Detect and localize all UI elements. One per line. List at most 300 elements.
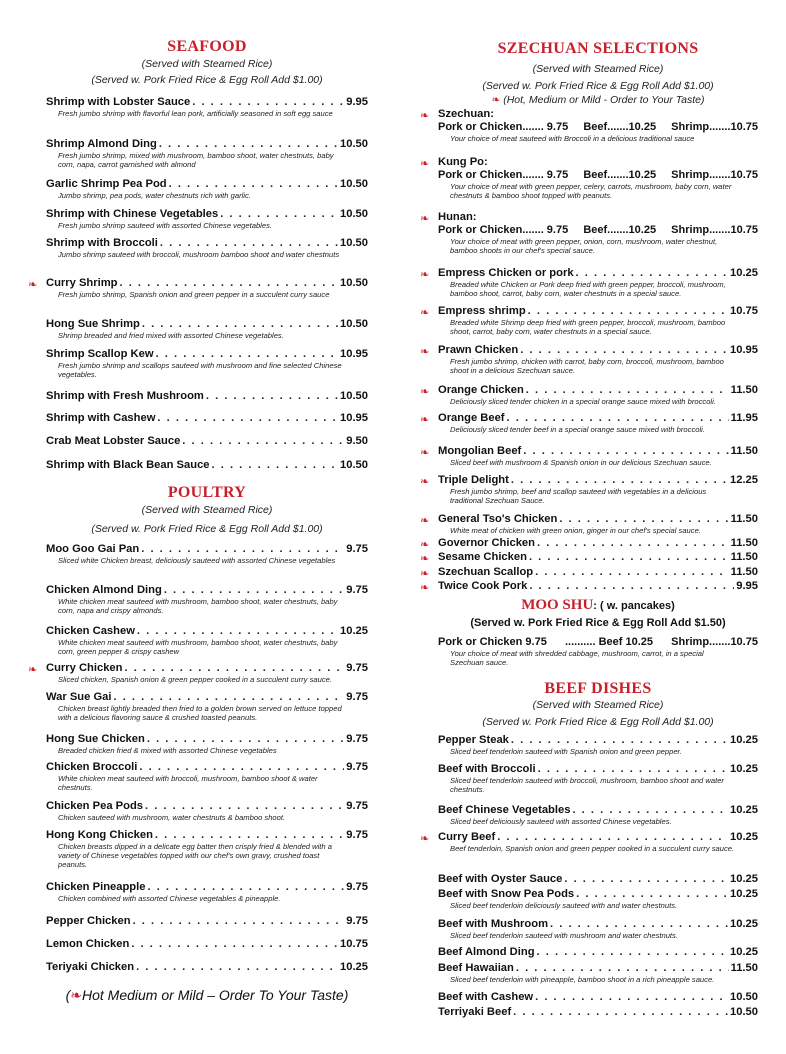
leader-dots bbox=[511, 474, 728, 487]
menu-item-name: General Tso's Chicken bbox=[438, 513, 558, 525]
leader-dots bbox=[535, 991, 728, 1004]
szechuan-sub1: (Served with Steamed Rice) bbox=[532, 63, 664, 75]
leader-dots bbox=[124, 662, 344, 675]
menu-item-desc: Fresh jumbo shrimp, beef and scallop sauteed with vegetables in a delicious traditional Szechuan Sauce. bbox=[450, 487, 707, 506]
menu-item-name: Shrimp with Lobster Sauce bbox=[46, 96, 191, 108]
leader-dots bbox=[520, 344, 728, 357]
leader-dots bbox=[537, 537, 729, 550]
seafood-title: SEAFOOD bbox=[167, 38, 247, 55]
menu-item-name: Beef with Cashew bbox=[438, 991, 534, 1003]
menu-item-line bbox=[438, 474, 758, 487]
style-price-pork: Pork or Chicken....... 9.75 bbox=[438, 169, 569, 181]
menu-item-name: Szechuan Scallop bbox=[438, 566, 534, 578]
leader-dots bbox=[537, 946, 728, 959]
menu-item-line bbox=[438, 267, 758, 280]
pepper-icon: ❧ bbox=[28, 664, 38, 676]
leader-dots bbox=[559, 513, 728, 526]
menu-item-name: Empress Chicken or pork bbox=[438, 267, 574, 279]
pepper-icon: ❧ bbox=[70, 987, 82, 1003]
leader-dots bbox=[164, 584, 344, 597]
menu-item-line bbox=[46, 390, 368, 403]
menu-item bbox=[46, 459, 368, 472]
menu-item bbox=[28, 662, 368, 684]
menu-item bbox=[438, 873, 758, 886]
menu-item-desc: Sliced beef tenderloin deliciously sauteed with and water chestnuts. bbox=[450, 901, 678, 910]
style-price-pork: Pork or Chicken....... 9.75 bbox=[438, 121, 569, 133]
menu-item bbox=[420, 513, 758, 535]
menu-item-name: Chicken Broccoli bbox=[46, 761, 138, 773]
menu-item-line bbox=[438, 1006, 758, 1019]
menu-item-name: Mongolian Beef bbox=[438, 445, 522, 457]
mooshu-prices bbox=[438, 636, 758, 649]
leader-dots bbox=[212, 459, 338, 472]
menu-item-name: Beef with Snow Pea Pods bbox=[438, 888, 575, 900]
menu-item bbox=[420, 566, 758, 580]
beef-sub2: (Served w. Pork Fried Rice & Egg Roll Add $1.00) bbox=[482, 716, 714, 728]
menu-item-price: 9.75 bbox=[346, 733, 368, 745]
style-price-beef: Beef.......10.25 bbox=[583, 121, 657, 133]
menu-item-price: 9.75 bbox=[346, 691, 368, 703]
menu-item bbox=[46, 390, 368, 403]
menu-item-line bbox=[46, 277, 368, 290]
leader-dots bbox=[572, 804, 728, 817]
menu-item bbox=[46, 881, 368, 903]
leader-dots bbox=[513, 1006, 728, 1019]
menu-item bbox=[46, 348, 368, 379]
menu-item-name: Teriyaki Chicken bbox=[46, 961, 135, 973]
style-title: Kung Po: bbox=[438, 156, 488, 168]
poultry-title: POULTRY bbox=[167, 484, 247, 501]
menu-item-price: 10.95 bbox=[340, 412, 368, 424]
menu-item-name: Chicken Cashew bbox=[46, 625, 135, 637]
menu-item-line bbox=[438, 445, 758, 458]
menu-item-name: Pepper Steak bbox=[438, 734, 509, 746]
menu-item bbox=[46, 138, 368, 169]
menu-item-price: 11.95 bbox=[730, 412, 758, 424]
menu-item-line bbox=[46, 237, 368, 250]
menu-item bbox=[46, 237, 368, 259]
menu-item-price: 10.50 bbox=[730, 991, 758, 1003]
menu-item bbox=[420, 551, 758, 565]
szechuan-sub3-text: (Hot, Medium or Mild - Order to Your Taste) bbox=[503, 94, 705, 106]
menu-item bbox=[420, 580, 758, 594]
menu-item bbox=[46, 318, 368, 340]
mooshu-beef: .......... Beef 10.25 bbox=[564, 636, 654, 648]
pepper-icon: ❧ bbox=[420, 833, 430, 845]
menu-item-line bbox=[46, 459, 368, 472]
menu-item-name: Lemon Chicken bbox=[46, 938, 130, 950]
menu-item-line bbox=[438, 412, 758, 425]
menu-item-price: 10.50 bbox=[340, 390, 368, 402]
menu-item-name: Beef with Mushroom bbox=[438, 918, 549, 930]
menu-item-name: Chicken Almond Ding bbox=[46, 584, 162, 596]
menu-item-desc: Deliciously sliced tender chicken in a special orange sauce mixed with broccoli. bbox=[450, 397, 716, 406]
menu-item bbox=[438, 918, 758, 940]
menu-item-desc: Jumbo shrimp, pea pods, water chestnuts rich with garlic. bbox=[58, 191, 251, 200]
menu-item bbox=[438, 888, 758, 910]
menu-item-name: Orange Chicken bbox=[438, 384, 524, 396]
menu-item-name: Crab Meat Lobster Sauce bbox=[46, 435, 181, 447]
menu-item-name: Shrimp with Chinese Vegetables bbox=[46, 208, 219, 220]
menu-item-desc: Fresh jumbo shrimp sauteed with assorted Chinese vegetables. bbox=[58, 221, 273, 230]
menu-item-line bbox=[46, 178, 368, 191]
leader-dots bbox=[139, 761, 344, 774]
menu-item-name: Chicken Pea Pods bbox=[46, 800, 143, 812]
pepper-icon: ❧ bbox=[420, 447, 430, 459]
menu-item-price: 11.50 bbox=[730, 566, 758, 578]
menu-item bbox=[438, 734, 758, 756]
menu-item bbox=[420, 537, 758, 551]
leader-dots bbox=[147, 733, 344, 746]
menu-item-line bbox=[46, 829, 368, 842]
style-title: Hunan: bbox=[438, 211, 477, 223]
menu-item-price: 10.50 bbox=[340, 277, 368, 289]
menu-item bbox=[438, 946, 758, 959]
style-price-pork: Pork or Chicken....... 9.75 bbox=[438, 224, 569, 236]
menu-item-line bbox=[46, 800, 368, 813]
leader-dots bbox=[516, 962, 729, 975]
menu-item-line bbox=[438, 551, 758, 564]
menu-item-name: Curry Chicken bbox=[46, 662, 123, 674]
menu-item-desc: Jumbo shrimp sauteed with broccoli, mushroom bamboo shoot and water chestnuts bbox=[58, 250, 340, 259]
menu-item-desc: Breaded chicken fried & mixed with assorted Chinese vegetables bbox=[58, 746, 277, 755]
leader-dots bbox=[528, 305, 728, 318]
menu-item-desc: Sliced beef deliciously sauteed with assorted Chinese vegetables. bbox=[450, 817, 672, 826]
menu-item-price: 9.75 bbox=[346, 881, 368, 893]
menu-item-name: Shrimp Scallop Kew bbox=[46, 348, 154, 360]
menu-item-price: 9.75 bbox=[346, 829, 368, 841]
menu-item-desc: Fresh jumbo shrimp, mixed with mushroom, bamboo shoot, water chestnuts, baby corn, napa, carrot garnished with almond bbox=[58, 151, 334, 170]
pepper-icon: ❧ bbox=[420, 386, 430, 398]
menu-item-line bbox=[46, 881, 368, 894]
pepper-icon: ❧ bbox=[420, 414, 430, 426]
menu-item-desc: Sliced beef tenderloin sauteed with Spanish onion and green pepper. bbox=[450, 747, 682, 756]
menu-item-name: Triple Delight bbox=[438, 474, 509, 486]
menu-item bbox=[438, 962, 758, 984]
menu-item-line bbox=[438, 566, 758, 579]
menu-item-price: 10.50 bbox=[340, 459, 368, 471]
mooshu-sub: (Served w. Pork Fried Rice & Egg Roll Add $1.50) bbox=[470, 617, 726, 629]
menu-item-desc: Fresh jumbo shrimp, Spanish onion and green pepper in a succulent curry sauce bbox=[58, 290, 330, 299]
mooshu-title-text: MOO SHU bbox=[521, 597, 594, 613]
poultry-sub2: (Served w. Pork Fried Rice & Egg Roll Add $1.00) bbox=[91, 523, 323, 535]
menu-item-price: 10.25 bbox=[340, 961, 368, 973]
style-desc: Your choice of meat sauteed with Broccoli in a delicious traditional sauce bbox=[450, 134, 695, 143]
menu-item-line bbox=[46, 625, 368, 638]
menu-item-desc: Shrimp breaded and fried mixed with assorted Chinese vegetables. bbox=[58, 331, 284, 340]
beef-title: BEEF DISHES bbox=[544, 680, 652, 697]
menu-item bbox=[46, 625, 368, 656]
menu-item-line bbox=[46, 348, 368, 361]
leader-dots bbox=[160, 237, 338, 250]
menu-item-desc: Breaded white Chicken or Pork deep fried with green pepper, broccoli, mushroom, bamboo shoot, carrot, baby corn, water chestnuts in a special sauce. bbox=[450, 280, 726, 299]
menu-item bbox=[46, 761, 368, 792]
menu-item-price: 10.75 bbox=[340, 938, 368, 950]
menu-item-line bbox=[46, 412, 368, 425]
menu-item bbox=[28, 277, 368, 299]
menu-item-desc: Chicken sauteed with mushroom, water chestnuts & bamboo shoot. bbox=[58, 813, 286, 822]
menu-item-name: Shrimp with Black Bean Sauce bbox=[46, 459, 210, 471]
mooshu-item bbox=[438, 636, 758, 667]
menu-item bbox=[420, 344, 758, 376]
menu-item-desc: Sliced beef tenderloin sauteed with mushroom and water chestnuts. bbox=[450, 931, 678, 940]
menu-item-price: 10.25 bbox=[730, 763, 758, 775]
menu-item bbox=[438, 1006, 758, 1019]
leader-dots bbox=[147, 881, 344, 894]
menu-item-line bbox=[46, 208, 368, 221]
menu-item-name: Governor Chicken bbox=[438, 537, 535, 549]
menu-item-line bbox=[46, 961, 368, 974]
menu-item bbox=[46, 96, 368, 118]
menu-item-line bbox=[438, 831, 758, 844]
menu-item-line bbox=[438, 734, 758, 747]
menu-item-line bbox=[438, 537, 758, 550]
menu-item-desc: Sliced beef with mushroom & Spanish onion in our delicious Szechuan sauce. bbox=[450, 458, 712, 467]
menu-item-name: Beef with Oyster Sauce bbox=[438, 873, 563, 885]
menu-item-line bbox=[46, 733, 368, 746]
pepper-icon: ❧ bbox=[420, 515, 430, 527]
menu-item-line bbox=[46, 543, 368, 556]
menu-item-price: 9.75 bbox=[346, 584, 368, 596]
menu-item-name: Twice Cook Pork bbox=[438, 580, 528, 592]
menu-item-name: Curry Shrimp bbox=[46, 277, 118, 289]
menu-item-line bbox=[46, 435, 368, 448]
pepper-icon: ❧ bbox=[420, 158, 430, 170]
menu-item-line bbox=[46, 584, 368, 597]
menu-item-name: Pepper Chicken bbox=[46, 915, 131, 927]
menu-item-price: 9.75 bbox=[346, 543, 368, 555]
leader-dots bbox=[507, 412, 729, 425]
menu-item-price: 9.95 bbox=[736, 580, 758, 592]
leader-dots bbox=[157, 412, 338, 425]
menu-item bbox=[46, 435, 368, 448]
menu-item-desc: Chicken breasts dipped in a delicate egg batter then crisply fried & blended with a variety of Chinese vegetables topped with our chef's own gravy, crushed toast peanuts. bbox=[58, 842, 332, 870]
menu-item-line bbox=[438, 888, 758, 901]
menu-item-name: Shrimp with Broccoli bbox=[46, 237, 158, 249]
menu-item-line bbox=[438, 763, 758, 776]
menu-item-desc: Fresh jumbo shrimp with flavorful lean pork, artificially seasoned in soft egg sauce bbox=[58, 109, 333, 118]
menu-item-price: 10.95 bbox=[730, 344, 758, 356]
menu-item bbox=[46, 543, 368, 565]
menu-item-desc: Breaded white Shrimp deep fried with green pepper, broccoli, mushroom, bamboo shoot, carrot, baby corn, water chestnuts in a special sauce. bbox=[450, 318, 726, 337]
menu-item bbox=[46, 800, 368, 822]
leader-dots bbox=[159, 138, 338, 151]
pepper-icon: ❧ bbox=[420, 553, 430, 565]
menu-item-price: 10.50 bbox=[340, 237, 368, 249]
menu-item-desc: Sliced white Chicken breast, deliciously sauteed with assorted Chinese vegetables bbox=[58, 556, 336, 565]
menu-item-name: Terriyaki Beef bbox=[438, 1006, 512, 1018]
pepper-icon: ❧ bbox=[420, 307, 430, 319]
style-price-beef: Beef.......10.25 bbox=[583, 169, 657, 181]
menu-item-price: 11.50 bbox=[730, 537, 758, 549]
style-desc: Your choice of meat with green pepper, onion, corn, mushroom, water chestnut, bamboo shoots in our chef's special sauce. bbox=[450, 237, 718, 256]
menu-item bbox=[420, 412, 758, 434]
footer-text: Hot Medium or Mild – Order To Your Taste) bbox=[82, 987, 349, 1003]
menu-item-desc: Chicken combined with assorted Chinese vegetables & pineapple. bbox=[58, 894, 281, 903]
style-prices bbox=[438, 121, 758, 134]
menu-item-price: 11.50 bbox=[730, 513, 758, 525]
seafood-sub2: (Served w. Pork Fried Rice & Egg Roll Add $1.00) bbox=[91, 74, 323, 86]
menu-item-line bbox=[438, 991, 758, 1004]
style-title: Szechuan: bbox=[438, 108, 494, 120]
menu-item-desc: White chicken meat sauteed with mushroom, bamboo shoot, water chestnuts, baby corn, napa and crispy almonds. bbox=[58, 597, 338, 616]
menu-item-price: 11.50 bbox=[730, 551, 758, 563]
menu-item-price: 10.50 bbox=[340, 178, 368, 190]
leader-dots bbox=[137, 625, 338, 638]
leader-dots bbox=[133, 915, 345, 928]
menu-item-price: 12.25 bbox=[730, 474, 758, 486]
menu-item-desc: White meat of chicken with green onion, ginger in our chef's special sauce. bbox=[450, 526, 701, 535]
menu-item-desc: Fresh jumbo shrimp, chicken with carrot, baby corn, broccoli, mushroom, bamboo shoot in a delicious Szechuan sauce. bbox=[450, 357, 724, 376]
menu-item-name: Empress shrimp bbox=[438, 305, 526, 317]
menu-item-price: 9.75 bbox=[346, 800, 368, 812]
menu-item-line bbox=[46, 138, 368, 151]
pepper-icon: ❧ bbox=[28, 279, 38, 291]
menu-item-name: Hong Sue Shrimp bbox=[46, 318, 140, 330]
menu-item-name: Beef with Broccoli bbox=[438, 763, 536, 775]
menu-item-desc: Chicken breast lightly breaded then fried to a golden brown served on lettuce topped with a delicious flavoring sauce & crushed toasted peanuts. bbox=[58, 704, 342, 723]
menu-item-desc: White chicken meat sauteed with mushroom, bamboo shoot, water chestnuts, baby corn, green pepper & crispy cashew bbox=[58, 638, 338, 657]
leader-dots bbox=[182, 435, 344, 448]
menu-item-price: 9.75 bbox=[346, 761, 368, 773]
style-price-shrimp: Shrimp.......10.75 bbox=[671, 169, 758, 181]
footer-paren: ( bbox=[65, 987, 71, 1003]
pepper-icon: ❧ bbox=[420, 110, 430, 122]
footer-note bbox=[46, 988, 368, 1003]
leader-dots bbox=[529, 580, 734, 593]
menu-item-price: 10.25 bbox=[730, 831, 758, 843]
leader-dots bbox=[535, 566, 728, 579]
menu-item bbox=[420, 267, 758, 299]
menu-item-price: 10.25 bbox=[730, 888, 758, 900]
menu-item-line bbox=[46, 761, 368, 774]
menu-item-price: 10.50 bbox=[340, 138, 368, 150]
pepper-icon: ❧ bbox=[420, 568, 430, 580]
leader-dots bbox=[564, 873, 728, 886]
menu-item-line bbox=[438, 918, 758, 931]
menu-item-line bbox=[438, 305, 758, 318]
leader-dots bbox=[220, 208, 338, 221]
menu-item-price: 10.25 bbox=[730, 267, 758, 279]
menu-item-name: Moo Goo Gai Pan bbox=[46, 543, 140, 555]
menu-item-name: Curry Beef bbox=[438, 831, 496, 843]
menu-item-name: Shrimp with Cashew bbox=[46, 412, 156, 424]
mooshu-paren: : ( w. pancakes) bbox=[593, 600, 675, 612]
menu-item-price: 10.95 bbox=[340, 348, 368, 360]
menu-item-name: Garlic Shrimp Pea Pod bbox=[46, 178, 167, 190]
menu-item-price: 10.25 bbox=[730, 946, 758, 958]
menu-item-line bbox=[46, 691, 368, 704]
style-item bbox=[420, 156, 758, 201]
menu-item-name: Sesame Chicken bbox=[438, 551, 527, 563]
style-prices bbox=[438, 224, 758, 237]
menu-item bbox=[46, 178, 368, 200]
mooshu-pork: Pork or Chicken 9.75 bbox=[438, 636, 547, 648]
menu-item-price: 9.50 bbox=[346, 435, 368, 447]
menu-item bbox=[438, 804, 758, 826]
menu-item-price: 10.25 bbox=[730, 804, 758, 816]
leader-dots bbox=[155, 829, 344, 842]
menu-item bbox=[46, 733, 368, 755]
style-price-shrimp: Shrimp.......10.75 bbox=[671, 121, 758, 133]
menu-item-price: 9.75 bbox=[346, 662, 368, 674]
menu-item bbox=[420, 305, 758, 337]
menu-item-name: Hong Sue Chicken bbox=[46, 733, 145, 745]
menu-item-line bbox=[438, 804, 758, 817]
menu-item-desc: Sliced beef tenderloin sauteed with broccoli, mushroom, bamboo shoot and water chestnuts. bbox=[450, 776, 724, 795]
leader-dots bbox=[142, 318, 338, 331]
pepper-icon: ❧ bbox=[420, 269, 430, 281]
pepper-icon: ❧ bbox=[420, 539, 430, 551]
menu-item-name: Beef Chinese Vegetables bbox=[438, 804, 571, 816]
mooshu-shrimp: Shrimp.......10.75 bbox=[671, 636, 758, 648]
szechuan-sub2: (Served w. Pork Fried Rice & Egg Roll Add $1.00) bbox=[482, 80, 714, 92]
menu-item bbox=[46, 208, 368, 230]
menu-item-line bbox=[46, 662, 368, 675]
menu-item-name: Beef Hawaiian bbox=[438, 962, 514, 974]
menu-item-price: 10.25 bbox=[340, 625, 368, 637]
leader-dots bbox=[526, 384, 729, 397]
menu-item-desc: White chicken meat sauteed with broccoli, mushroom, bamboo shoot & water chestnuts. bbox=[58, 774, 318, 793]
menu-item bbox=[438, 991, 758, 1004]
menu-item-name: Prawn Chicken bbox=[438, 344, 519, 356]
menu-item-line bbox=[438, 513, 758, 526]
menu-item bbox=[420, 384, 758, 406]
pepper-icon: ❧ bbox=[420, 476, 430, 488]
style-item bbox=[420, 211, 758, 256]
pepper-icon: ❧ bbox=[420, 213, 430, 225]
menu-item-desc: Beef tenderloin, Spanish onion and green pepper cooked in a succulent curry sauce. bbox=[450, 844, 735, 853]
menu-item-price: 11.50 bbox=[730, 962, 758, 974]
menu-item-price: 10.50 bbox=[340, 208, 368, 220]
style-prices bbox=[438, 169, 758, 182]
leader-dots bbox=[120, 277, 339, 290]
menu-item-price: 10.50 bbox=[730, 1006, 758, 1018]
menu-item-price: 10.25 bbox=[730, 918, 758, 930]
menu-item bbox=[46, 915, 368, 928]
menu-item-line bbox=[438, 384, 758, 397]
menu-item bbox=[420, 831, 758, 853]
menu-item-name: Orange Beef bbox=[438, 412, 505, 424]
menu-item-desc: Sliced chicken, Spanish onion & green pepper cooked in a succulent curry sauce. bbox=[58, 675, 332, 684]
leader-dots bbox=[550, 918, 728, 931]
szechuan-title: SZECHUAN SELECTIONS bbox=[497, 40, 699, 57]
szechuan-sub3 bbox=[418, 94, 778, 106]
menu-item-price: 10.25 bbox=[730, 734, 758, 746]
leader-dots bbox=[136, 961, 338, 974]
style-price-beef: Beef.......10.25 bbox=[583, 224, 657, 236]
menu-item-line bbox=[46, 915, 368, 928]
menu-item-price: 10.50 bbox=[340, 318, 368, 330]
menu-item-line bbox=[438, 580, 758, 593]
style-item bbox=[420, 108, 758, 143]
style-desc: Your choice of meat with green pepper, celery, carrots, mushroom, baby corn, water chestnuts & bamboo shoot topped with peanuts. bbox=[450, 182, 732, 201]
mooshu-desc: Your choice of meat with shredded cabbage, mushroom, carrot, in a special Szechuan sauce. bbox=[450, 649, 704, 668]
menu-item bbox=[46, 938, 368, 951]
menu-item-desc: Deliciously sliced tender beef in a special orange sauce mixed with broccoli. bbox=[450, 425, 705, 434]
mooshu-title bbox=[438, 596, 758, 614]
menu-item-desc: Sliced beef tenderloin with pineapple, bamboo shoot in a rich pineapple sauce. bbox=[450, 975, 715, 984]
leader-dots bbox=[141, 543, 344, 556]
leader-dots bbox=[497, 831, 728, 844]
beef-sub1: (Served with Steamed Rice) bbox=[532, 699, 664, 711]
menu-item-name: Shrimp Almond Ding bbox=[46, 138, 157, 150]
menu-item bbox=[46, 829, 368, 870]
pepper-icon: ❧ bbox=[491, 94, 501, 106]
seafood-sub1: (Served with Steamed Rice) bbox=[141, 58, 273, 70]
menu-item bbox=[46, 961, 368, 974]
menu-item bbox=[438, 763, 758, 794]
